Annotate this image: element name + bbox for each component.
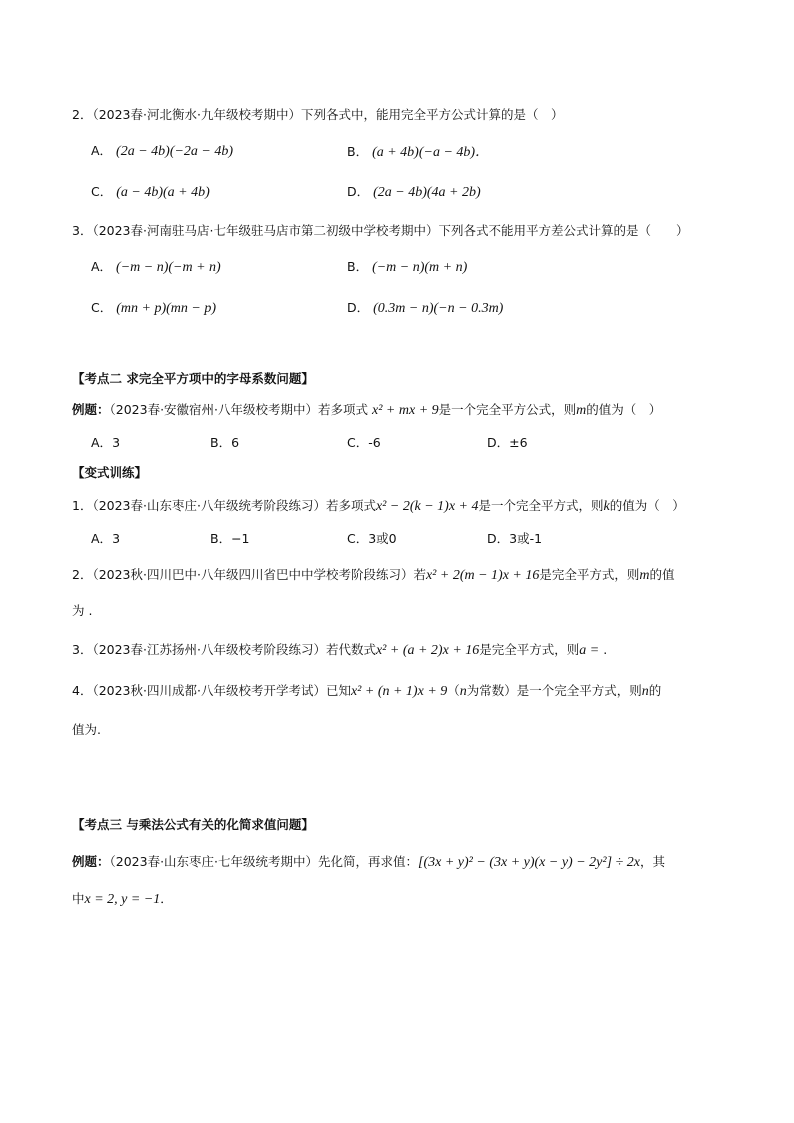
option-value: 3 — [112, 531, 121, 546]
option-expr: (−m − n)(m + n) — [372, 260, 468, 275]
option-expr: (mn + p)(mn − p) — [116, 301, 216, 316]
stem-expr: x² + (a + 2)x + 16 — [375, 643, 480, 658]
example-expr: [(3x + y)² − (3x + y)(x − y) − 2y²] ÷ 2x — [418, 855, 640, 870]
stem-pre: 3．（2023春·江苏扬州·八年级校考阶段练习）若代数式 — [72, 642, 376, 657]
example-end: ，其 — [639, 854, 665, 869]
option-label: A． — [91, 143, 113, 158]
example-option-d — [487, 433, 528, 451]
example-expr: x² + mx + 9 — [372, 403, 439, 418]
q3-stem: 3．（2023春·河南驻马店·七年级驻马店市第二初级中学校考期中）下列各式不能用平方差公式计算的是（ ） — [72, 223, 689, 238]
option-label: C． — [91, 184, 113, 199]
option-label: B． — [347, 144, 369, 159]
option-expr: (2a − 4b)(−2a − 4b) — [116, 144, 234, 159]
stem-expr: x² − 2(k − 1)x + 4 — [375, 499, 479, 514]
option-label: B． — [347, 259, 369, 274]
stem-end: 的 — [648, 683, 662, 698]
practice-2-line2: 为 . — [72, 603, 93, 618]
stem-pre: 1．（2023春·山东枣庄·八年级统考阶段练习）若多项式 — [72, 498, 376, 513]
example-line — [72, 400, 661, 419]
q3-option-a — [91, 257, 221, 276]
option-label: C． — [347, 531, 369, 546]
example-source: （2023春·安徽宿州·八年级校考期中）若多项式 — [109, 402, 369, 417]
practice-1-stem — [72, 496, 685, 515]
stem-pre: 4．（2023秋·四川成都·八年级校考开学考试）已知 — [72, 683, 351, 698]
q2-option-a — [91, 141, 233, 160]
practice-1-option-b — [210, 529, 250, 547]
example-var: m — [576, 403, 587, 418]
stem-mid: 是一个完全平方式，则 — [478, 498, 604, 513]
option-label: B． — [210, 531, 232, 546]
q3-option-b — [347, 257, 467, 276]
stem-var: k — [603, 499, 610, 514]
practice-title: 【变式训练】 — [72, 465, 148, 480]
stem-end: . — [599, 642, 608, 657]
option-label: B． — [210, 435, 232, 450]
option-value: -6 — [368, 435, 381, 450]
line2-pre: 中 — [72, 891, 85, 906]
practice-3-stem — [72, 640, 607, 659]
line2-expr: x = 2, y = −1 — [84, 892, 161, 907]
stem-var: a = — [579, 643, 600, 658]
example-end: 的值为（ ） — [586, 402, 662, 417]
section-title: 【考点三 与乘法公式有关的化简求值问题】 — [72, 817, 314, 832]
section-title: 【考点二 求完全平方项中的字母系数问题】 — [72, 371, 314, 386]
option-value: ±6 — [509, 435, 528, 450]
option-expr: (a + 4b)(−a − 4b)． — [372, 145, 490, 160]
example-label: 例题： — [72, 402, 110, 417]
stem-var: m — [639, 568, 650, 583]
practice-4-stem — [72, 681, 661, 700]
option-label: A． — [91, 531, 113, 546]
example-option-b — [210, 433, 239, 451]
example-option-a — [91, 433, 120, 451]
practice-1-option-a — [91, 529, 120, 547]
q3-option-c — [91, 298, 216, 317]
option-expr: (a − 4b)(a + 4b) — [116, 185, 210, 200]
line2-end: ． — [160, 891, 173, 906]
option-label: C． — [91, 300, 113, 315]
option-label: D． — [487, 435, 510, 450]
option-label: D． — [487, 531, 510, 546]
stem-mid: 是完全平方式，则 — [539, 567, 640, 582]
stem-expr: x² + 2(m − 1)x + 16 — [425, 568, 540, 583]
option-label: C． — [347, 435, 369, 450]
option-label: D． — [347, 184, 370, 199]
q3-option-d — [347, 298, 503, 317]
q2-option-d — [347, 182, 481, 201]
option-label: D． — [347, 300, 370, 315]
example-line — [72, 852, 665, 871]
option-value: 6 — [231, 435, 240, 450]
example-pre: （2023春·山东枣庄·七年级统考期中）先化简，再求值： — [109, 854, 419, 869]
stem-mid1: （ — [447, 683, 460, 698]
stem-mid2: 为常数）是一个完全平方式，则 — [466, 683, 642, 698]
option-expr: (0.3m − n)(−n − 0.3m) — [373, 301, 504, 316]
practice-4-line2: 值为. — [72, 722, 101, 737]
example-label: 例题： — [72, 854, 110, 869]
option-value: 3 — [112, 435, 121, 450]
q2-stem: 2．（2023春·河北衡水·九年级校考期中）下列各式中，能用完全平方公式计算的是（ ） — [72, 107, 564, 122]
practice-1-option-c — [347, 529, 397, 547]
stem-expr: x² + (n + 1)x + 9 — [350, 684, 448, 699]
stem-end: 的值 — [649, 567, 675, 582]
q2-option-b — [347, 141, 489, 161]
stem-var2: n — [641, 684, 649, 699]
example-mid: 是一个完全平方公式，则 — [438, 402, 577, 417]
practice-2-stem — [72, 565, 675, 584]
option-label: A． — [91, 435, 113, 450]
stem-var1: n — [459, 684, 467, 699]
stem-end: 的值为（ ） — [609, 498, 685, 513]
example-line2 — [72, 889, 173, 908]
q2-option-c — [91, 182, 210, 201]
practice-1-option-d — [487, 529, 542, 547]
option-value: −1 — [231, 531, 250, 546]
option-label: A． — [91, 259, 113, 274]
option-value: 3或0 — [368, 531, 397, 546]
option-expr: (2a − 4b)(4a + 2b) — [373, 185, 481, 200]
stem-pre: 2．（2023秋·四川巴中·八年级四川省巴中中学校考阶段练习）若 — [72, 567, 426, 582]
stem-mid: 是完全平方式，则 — [479, 642, 580, 657]
option-value: 3或-1 — [509, 531, 543, 546]
option-expr: (−m − n)(−m + n) — [116, 260, 221, 275]
example-option-c — [347, 433, 381, 451]
